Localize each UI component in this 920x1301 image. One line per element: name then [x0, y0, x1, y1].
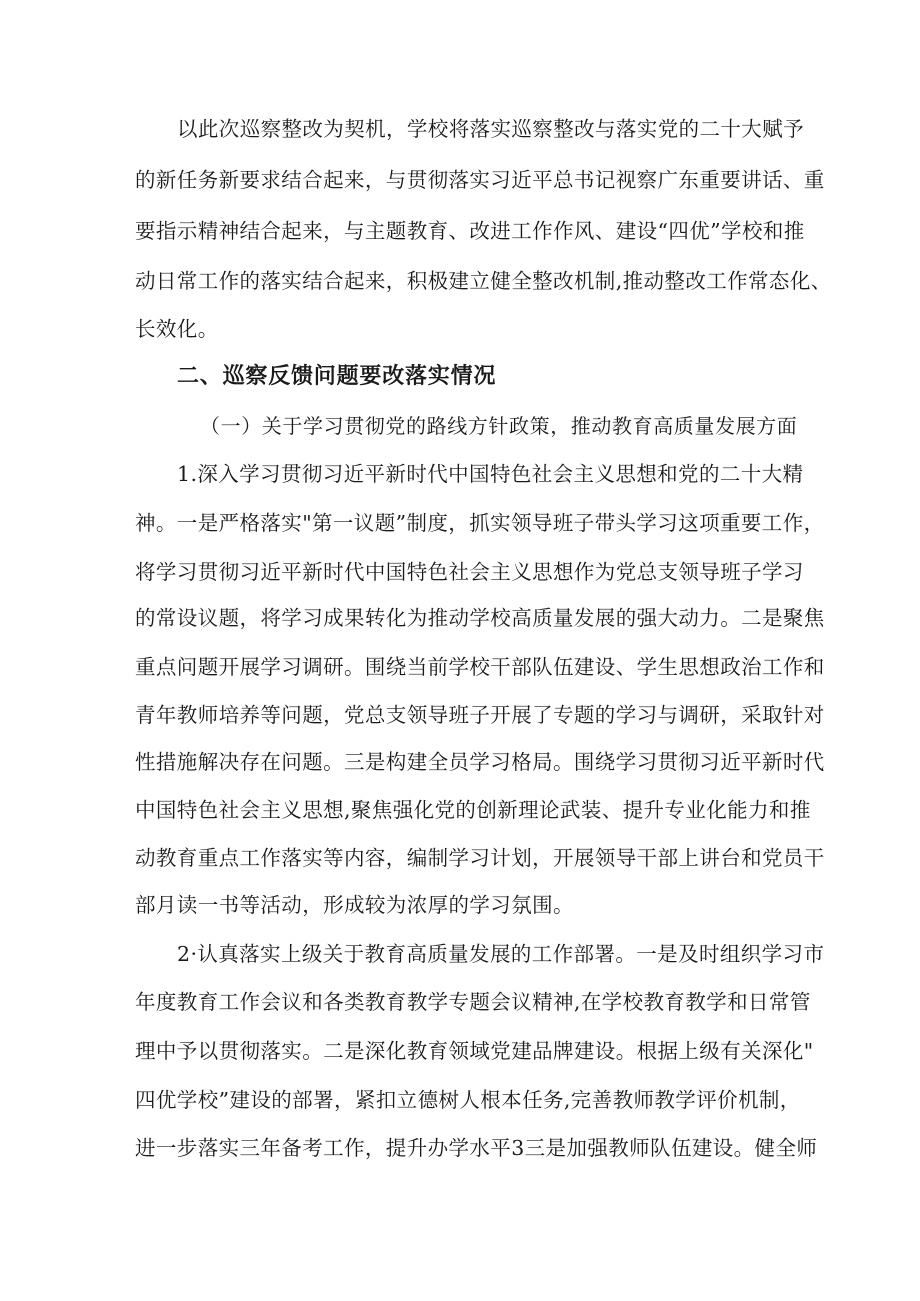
item1-line: 1.深入学习贯彻习近平新时代中国特色社会主义思想和党的二十大精	[177, 462, 804, 486]
item1-line: 重点问题开展学习调研。围绕当前学校干部队伍建设、学生思想政治工作和	[135, 655, 825, 679]
intro-line: 以此次巡察整改为契机，学校将落实巡察整改与落实党的二十大赋予	[177, 117, 804, 141]
item1-line: 神。一是严格落实"第一议题”制度，抓实领导班子带头学习这项重要工作，	[135, 511, 825, 535]
item1-line: 青年教师培养等问题，党总支领导班子开展了专题的学习与调研，采取针对	[135, 703, 825, 727]
item1-line: 性措施解决存在问题。三是构建全员学习格局。围绕学习贯彻习近平新时代	[135, 750, 825, 774]
intro-line: 动日常工作的落实结合起来，积极建立健全整改机制,推动整改工作常态化、	[135, 269, 832, 293]
item2-line: 2·认真落实上级关于教育高质量发展的工作部署。一是及时组织学习市	[177, 942, 825, 966]
item2-line: 理中予以贯彻落实。二是深化教育领域党建品牌建设。根据上级有关深化"	[135, 1039, 814, 1063]
intro-line: 要指示精神结合起来，与主题教育、改进工作作风、建设“四优”学校和推	[135, 219, 805, 243]
item1-line: 动教育重点工作落实等内容，编制学习计划，开展领导干部上讲台和党员干	[135, 846, 825, 870]
item1-line: 的常设议题，将学习成果转化为推动学校高质量发展的强大动力。二是聚焦	[135, 606, 825, 630]
item2-line: 年度教育工作会议和各类教育教学专题会议精神,在学校教育教学和日常管	[135, 990, 811, 1014]
item1-line: 将学习贯彻习近平新时代中国特色社会主义思想作为党总支领导班子学习	[135, 560, 804, 584]
intro-line: 长效化。	[135, 317, 219, 341]
item1-line: 部月读一书等活动，形成较为浓厚的学习氛围。	[135, 893, 574, 917]
subsection-heading: （一）关于学习贯彻党的路线方针政策，推动教育高质量发展方面	[200, 414, 798, 438]
section-heading: 二、巡察反馈问题要改落实情况	[177, 364, 497, 389]
intro-line: 的新任务新要求结合起来，与贯彻落实习近平总书记视察广东重要讲话、重	[135, 168, 825, 192]
item1-line: 中国特色社会主义思想,聚焦强化党的创新理论武装、提升专业化能力和推	[135, 798, 811, 822]
item2-line: 进一步落实三年备考工作，提升办学水平3三是加强教师队伍建设。健全师	[135, 1136, 818, 1160]
item2-line: 四优学校”建设的部署，紧扣立德树人根本任务,完善教师教学评价机制，	[135, 1088, 801, 1112]
